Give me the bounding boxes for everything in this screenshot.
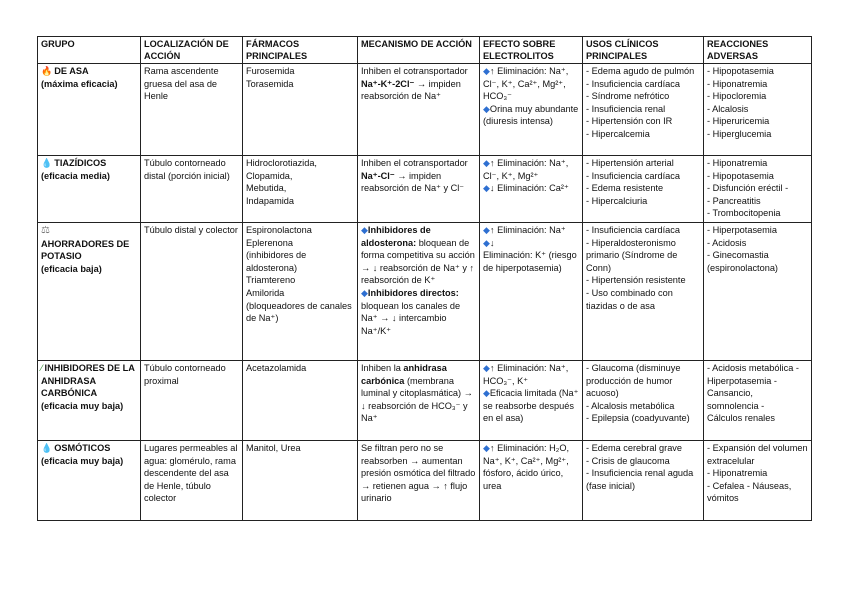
cell-mecanismo [358, 156, 480, 223]
group-name: DE ASA [54, 66, 89, 76]
use-item: - Alcalosis metabólica [586, 400, 675, 411]
mech-text: Inhiben el cotransportador [361, 158, 468, 168]
cell-efecto [480, 64, 583, 156]
blue-diamond-icon: ◆ [483, 225, 490, 235]
use-item: - Hiperaldosteronismo primario (Síndrome de Conn) [586, 237, 678, 273]
cell-reacciones [704, 441, 812, 521]
adverse-item: - Hiperpotasemia [707, 225, 777, 235]
mech-bold: Inhibidores directos: [367, 287, 459, 298]
adverse-item: - Pancreatitis [707, 195, 761, 206]
group-efficacy: (eficacia media) [41, 170, 110, 181]
blue-diamond-icon: ◆ [361, 225, 368, 235]
cell-mecanismo [358, 361, 480, 441]
row-osmoticos [38, 441, 812, 521]
cell-farmacos [243, 64, 358, 156]
blue-diamond-icon: ◆ [483, 363, 490, 373]
group-efficacy: (eficacia muy baja) [41, 455, 124, 466]
header-grupo: GRUPO [38, 37, 141, 64]
group-efficacy: (eficacia muy baja) [41, 400, 124, 411]
drug-item: Indapamida [246, 195, 295, 206]
effect-text: ↑ Eliminación: Na⁺, Cl⁻, K⁺, Ca²⁺, Mg²⁺, HCO₃⁻ [483, 66, 569, 102]
adverse-item: - Hiperuricemia [707, 116, 770, 127]
effect-text: ↓ Eliminación: Ca²⁺ [489, 183, 569, 194]
adverse-item: - Disfunción eréctil - [707, 183, 789, 194]
cell-localizacion: Túbulo contorneado distal (porción inicial) [141, 156, 243, 223]
group-efficacy: (máxima eficacia) [41, 78, 118, 89]
use-item: - Hipertensión resistente [586, 275, 686, 286]
blue-diamond-icon: ◆ [483, 443, 490, 453]
blue-diamond-icon: ◆ [483, 103, 490, 114]
drug-item: Espironolactona [246, 225, 312, 235]
cell-reacciones [704, 64, 812, 156]
drug-item: Clopamida, [246, 170, 293, 181]
cell-localizacion: Rama ascendente gruesa del asa de Henle [141, 64, 243, 156]
use-item: - Epilepsia (coadyuvante) [586, 413, 690, 424]
drug-item: Acetazolamida [246, 363, 307, 373]
diuretics-table [37, 36, 812, 521]
drug-item: (inhibidores de aldosterona) [246, 250, 307, 273]
cell-usos [583, 361, 704, 441]
adverse-item: - Hipopotasemia [707, 170, 774, 181]
use-item: - Glaucoma (disminuye producción de humor acuoso) [586, 363, 681, 399]
blue-diamond-icon: ◆ [483, 66, 490, 76]
drug-item: Eplerenona [246, 237, 293, 248]
droplet-icon: 💧 [41, 443, 53, 453]
mech-bold: anhidrasa carbónica [361, 363, 447, 386]
mech-text: Inhiben la [361, 363, 404, 373]
drug-item: Mebutida, [246, 183, 287, 194]
cell-mecanismo [358, 441, 480, 521]
effect-text: ↓ [489, 237, 495, 248]
use-item: - Insuficiencia cardíaca [586, 170, 680, 181]
cell-farmacos [243, 361, 358, 441]
effect-text: Eliminación: K⁺ (riesgo de hiperpotasemia) [483, 250, 577, 273]
cell-reacciones [704, 361, 812, 441]
drug-item: Furosemida [246, 66, 295, 76]
adverse-item: - Expansión del volumen extracelular [707, 443, 808, 466]
use-item: - Insuficiencia cardíaca [586, 78, 680, 89]
cell-localizacion: Lugares permeables al agua: glomérulo, rama descendente del asa de Henle, túbulo colector [141, 441, 243, 521]
use-item: - Síndrome nefrótico [586, 91, 670, 102]
cell-efecto [480, 441, 583, 521]
adverse-item: - Hiponatremia [707, 158, 768, 168]
effect-text: ↑ Eliminación: Na⁺, HCO₃⁻, K⁺ [483, 363, 569, 386]
blue-diamond-icon: ◆ [483, 237, 490, 248]
mech-text: bloquean los canales de Na⁺ → ↓ intercambio Na⁺/K⁺ [361, 300, 461, 336]
drug-item: (bloqueadores de canales de Na⁺) [246, 300, 352, 324]
cell-efecto [480, 223, 583, 361]
adverse-item: - Cefalea - Náuseas, vómitos [707, 480, 792, 504]
use-item: - Uso combinado con tiazidas o de asa [586, 287, 673, 311]
header-usos: USOS CLÍNICOS PRINCIPALES [583, 37, 704, 64]
adverse-item: - Acidosis [707, 237, 747, 248]
adverse-item: Hiperpotasemia - [707, 375, 777, 386]
cell-grupo [38, 361, 141, 441]
scale-icon: ⚖ [41, 225, 50, 236]
adverse-item: Cansancio, [707, 388, 753, 399]
row-inhibidores-anhidrasa [38, 361, 812, 441]
mech-bold: Inhibidores de aldosterona: [361, 225, 431, 248]
adverse-item: - Hipopotasemia [707, 66, 774, 76]
group-name: OSMÓTICOS [54, 443, 111, 453]
drug-item: Manitol, Urea [246, 443, 301, 453]
blue-diamond-icon: ◆ [483, 183, 490, 194]
group-name: INHIBIDORES DE LA ANHIDRASA CARBÓNICA [41, 363, 135, 399]
use-item: - Hipertensión arterial [586, 158, 674, 168]
blue-diamond-icon: ◆ [361, 287, 368, 298]
row-tiazidicos [38, 156, 812, 223]
cell-reacciones [704, 223, 812, 361]
adverse-item: - Acidosis metabólica - [707, 363, 799, 373]
group-name: TIAZÍDICOS [54, 158, 107, 168]
cell-grupo [38, 223, 141, 361]
use-item: - Insuficiencia renal aguda (fase inicial) [586, 468, 694, 491]
cell-localizacion: Túbulo distal y colector [141, 223, 243, 361]
cell-efecto [480, 156, 583, 223]
cell-usos [583, 441, 704, 521]
mech-text: → impiden reabsorción de Na⁺ [361, 78, 461, 102]
drug-item: Triamtereno [246, 275, 296, 286]
header-reacciones: REACCIONES ADVERSAS [704, 37, 812, 64]
mech-text: bloquean de forma competitiva su acción → ↓ reabsorción de Na⁺ y ↑ reabsorción de K⁺ [361, 237, 475, 286]
use-item: - Edema resistente [586, 183, 664, 194]
use-item: - Insuficiencia renal [586, 103, 666, 114]
group-efficacy: (eficacia baja) [41, 263, 102, 274]
cell-reacciones [704, 156, 812, 223]
header-localizacion: LOCALIZACIÓN DE ACCIÓN [141, 37, 243, 64]
blue-diamond-icon: ◆ [483, 158, 490, 168]
cell-grupo [38, 156, 141, 223]
effect-text: ↑ Eliminación: Na⁺ [489, 225, 566, 235]
use-item: - Edema cerebral grave [586, 443, 683, 453]
cell-usos [583, 64, 704, 156]
header-row [38, 37, 812, 64]
cell-efecto [480, 361, 583, 441]
adverse-item: somnolencia - [707, 400, 765, 411]
use-item: - Hipercalciuria [586, 195, 648, 206]
adverse-item: Cálculos renales [707, 413, 775, 424]
adverse-item: - Alcalosis [707, 103, 749, 114]
use-item: - Insuficiencia cardíaca [586, 225, 680, 235]
cell-farmacos [243, 156, 358, 223]
row-de-asa [38, 64, 812, 156]
mech-bold: Na⁺-K⁺-2Cl⁻ [361, 78, 415, 89]
drug-item: Hidroclorotiazida, [246, 158, 317, 168]
header-farmacos: FÁRMACOS PRINCIPALES [243, 37, 358, 64]
header-mecanismo: MECANISMO DE ACCIÓN [358, 37, 480, 64]
adverse-item: - Hiponatremia [707, 78, 768, 89]
leaf-icon: ⁄ [41, 363, 43, 373]
adverse-item: - Trombocitopenia [707, 208, 781, 219]
row-ahorradores [38, 223, 812, 361]
mech-text: Se filtran pero no se reabsorben → aumentan presión osmótica del filtrado → retienen agua → ↑ flujo urinario [361, 443, 476, 504]
drug-item: Amilorida [246, 287, 285, 298]
group-name: AHORRADORES DE POTASIO [41, 238, 130, 262]
effect-text: Orina muy abundante (diuresis intensa) [483, 103, 579, 127]
mech-text: → impiden reabsorción de Na⁺ y Cl⁻ [361, 170, 465, 194]
cell-usos [583, 156, 704, 223]
drug-item: Torasemida [246, 78, 294, 89]
fire-icon: 🔥 [41, 66, 53, 76]
cell-farmacos [243, 223, 358, 361]
use-item: - Hipertensión con IR [586, 116, 673, 127]
cell-mecanismo [358, 64, 480, 156]
adverse-item: - Ginecomastia (espironolactona) [707, 250, 778, 273]
mech-text: Inhiben el cotransportador [361, 66, 468, 76]
effect-text: ↑ Eliminación: H₂O, Na⁺, K⁺, Ca²⁺, Mg²⁺, fósforo, ácido úrico, urea [483, 443, 570, 491]
adverse-item: - Hipocloremia [707, 91, 767, 102]
mech-text: (membrana luminal y citoplasmática) → ↓ reabsorción de HCO₃⁻ y Na⁺ [361, 375, 473, 424]
cell-farmacos [243, 441, 358, 521]
cell-grupo [38, 441, 141, 521]
use-item: - Hipercalcemia [586, 128, 650, 139]
header-efecto: EFECTO SOBRE ELECTROLITOS [480, 37, 583, 64]
adverse-item: - Hiperglucemia [707, 128, 772, 139]
cell-localizacion: Túbulo contorneado proximal [141, 361, 243, 441]
effect-text: Eficacia limitada (Na⁺ se reabsorbe después en el asa) [483, 388, 579, 424]
cell-grupo [38, 64, 141, 156]
cell-mecanismo [358, 223, 480, 361]
use-item: - Edema agudo de pulmón [586, 66, 695, 76]
adverse-item: - Hiponatremia [707, 468, 768, 479]
use-item: - Crisis de glaucoma [586, 455, 670, 466]
droplet-icon: 💧 [41, 158, 53, 168]
blue-diamond-icon: ◆ [483, 388, 490, 399]
effect-text: ↑ Eliminación: Na⁺, Cl⁻, K⁺, Mg²⁺ [483, 158, 569, 181]
cell-usos [583, 223, 704, 361]
mech-bold: Na⁺-Cl⁻ [361, 170, 395, 181]
